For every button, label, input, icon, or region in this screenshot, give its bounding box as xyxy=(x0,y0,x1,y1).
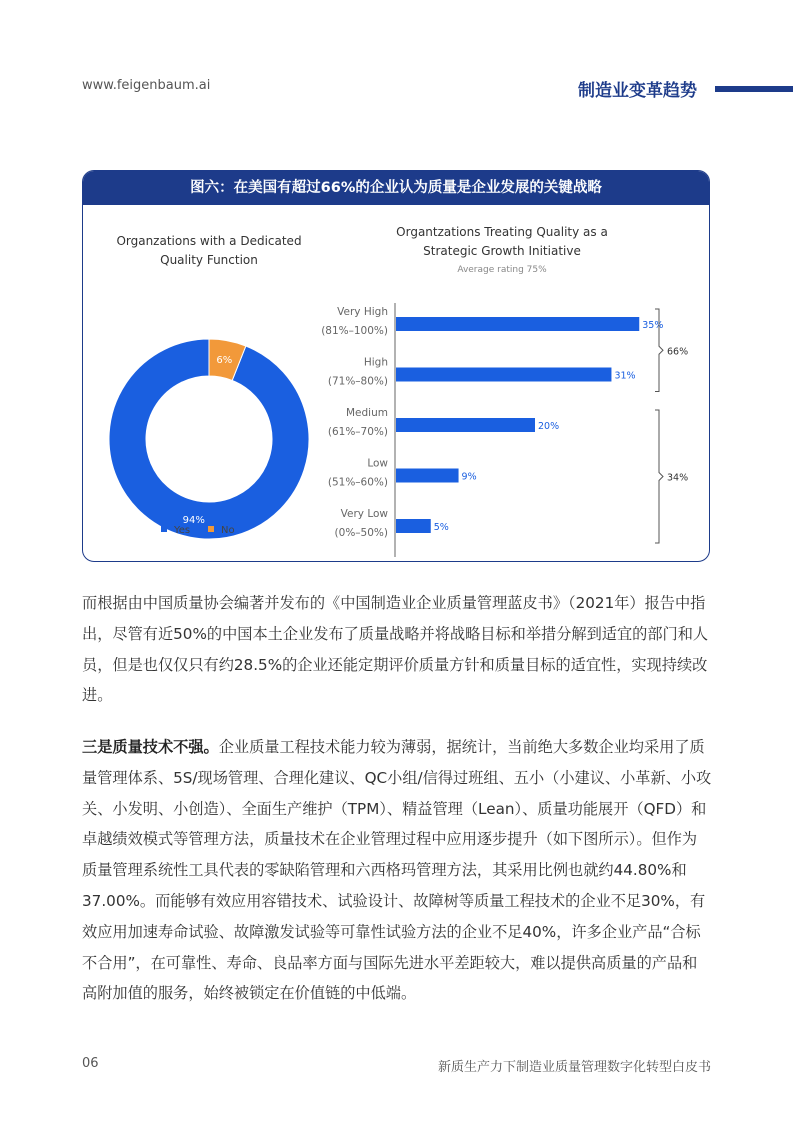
bar-category-name: Very High xyxy=(337,306,388,318)
bar-very-low xyxy=(396,519,431,533)
bar-category-range: (71%–80%) xyxy=(327,375,388,388)
legend-label-no: No xyxy=(221,525,235,536)
bar-value-label: 31% xyxy=(614,370,636,382)
site-url[interactable]: www.feigenbaum.ai xyxy=(82,78,211,93)
bar-title-line-1: Organtzations Treating Quality as a xyxy=(396,225,608,239)
bar-subtitle: Average rating 75% xyxy=(457,265,547,275)
bar-value-label: 20% xyxy=(538,421,560,432)
bar-value-label: 5% xyxy=(433,522,449,533)
bracket-2 xyxy=(655,410,663,543)
bracket-label-1: 66% xyxy=(667,346,689,358)
donut-label-yes: 94% xyxy=(182,515,205,527)
bar-category-name: High xyxy=(363,356,388,369)
legend-swatch-no xyxy=(208,526,214,532)
bar-category-range: (0%–50%) xyxy=(334,527,388,539)
figure-title: 图六：在美国有超过66%的企业认为质量是企业发展的关键战略 xyxy=(83,171,709,205)
figure-charts xyxy=(83,205,708,561)
figure-box xyxy=(82,170,710,562)
section-title: 制造业变革趋势 xyxy=(578,81,697,101)
paragraph-2 xyxy=(82,732,712,1009)
bar-category-range: (61%–70%) xyxy=(327,426,388,438)
paragraph-2-text: 企业质量工程技术能力较为薄弱，据统计，当前绝大多数企业均采用了质量管理体系、5S/现场管理、合理化建议、QC小组/信得过班组、五小（小建议、小革新、小攻关、小发明、小创造）、全面生产维护（TPM）、精益管理（Lean）、质量功能展开（QFD）和卓越绩效模式等管理方法，质量技术在企业管理过程中应用逐步提升（如下图所示）。但作为质量管理系统性工具代表的零缺陷管理和六西格玛管理方法，其采用比例也就约44.80%和37.00%。而能够有效应用容错技术、试验设计、故障树等质量工程技术的企业不足30%，有效应用加速寿命试验、故障激发试验等可靠性试验方法的企业不足40%，许多企业产品“合标不合用”，在可靠性、寿命、良品率方面与国际先进水平差距较大，难以提供高质量的产品和高附加值的服务，始终被锁定在价值链的中低端。 xyxy=(82,738,712,1003)
paragraph-2-lead: 三是质量技术不强。 xyxy=(82,738,219,756)
page-number: 06 xyxy=(82,1056,99,1071)
bar-category-name: Medium xyxy=(346,407,388,419)
bar-value-label: 9% xyxy=(461,471,477,483)
bar-category-name: Low xyxy=(367,457,388,470)
bar-low xyxy=(396,469,459,483)
paragraph-1: 而根据由中国质量协会编著并发布的《中国制造业企业质量管理蓝皮书》（2021年）报告中指出，尽管有近50%的中国本土企业发布了质量战略并将战略目标和举措分解到适宜的部门和人员，但是也仅仅只有约28.5%的企业还能定期评价质量方针和质量目标的适宜性，实现持续改进。 xyxy=(82,594,709,705)
legend-label-yes: Yes xyxy=(174,525,191,536)
figure-body xyxy=(83,205,709,561)
footer-doc-title: 新质生产力下制造业质量管理数字化转型白皮书 xyxy=(437,1060,711,1075)
bar-very-high xyxy=(396,317,639,331)
bar-category-range: (81%–100%) xyxy=(321,325,388,337)
bar-category-name: Very Low xyxy=(340,508,388,520)
donut-title-line-2: Quality Function xyxy=(160,253,258,267)
bar-category-range: (51%–60%) xyxy=(327,476,388,489)
bar-high xyxy=(396,368,611,382)
legend-swatch-yes xyxy=(161,526,167,532)
bar-medium xyxy=(396,418,535,432)
donut-title-line-1: Organzations with a Dedicated xyxy=(116,234,302,248)
bar-value-label: 35% xyxy=(642,320,664,331)
donut-label-no: 6% xyxy=(216,354,233,366)
bar-title-line-2: Strategic Growth Initiative xyxy=(423,244,581,258)
bracket-label-2: 34% xyxy=(667,472,689,484)
section-title-bar xyxy=(715,86,793,92)
